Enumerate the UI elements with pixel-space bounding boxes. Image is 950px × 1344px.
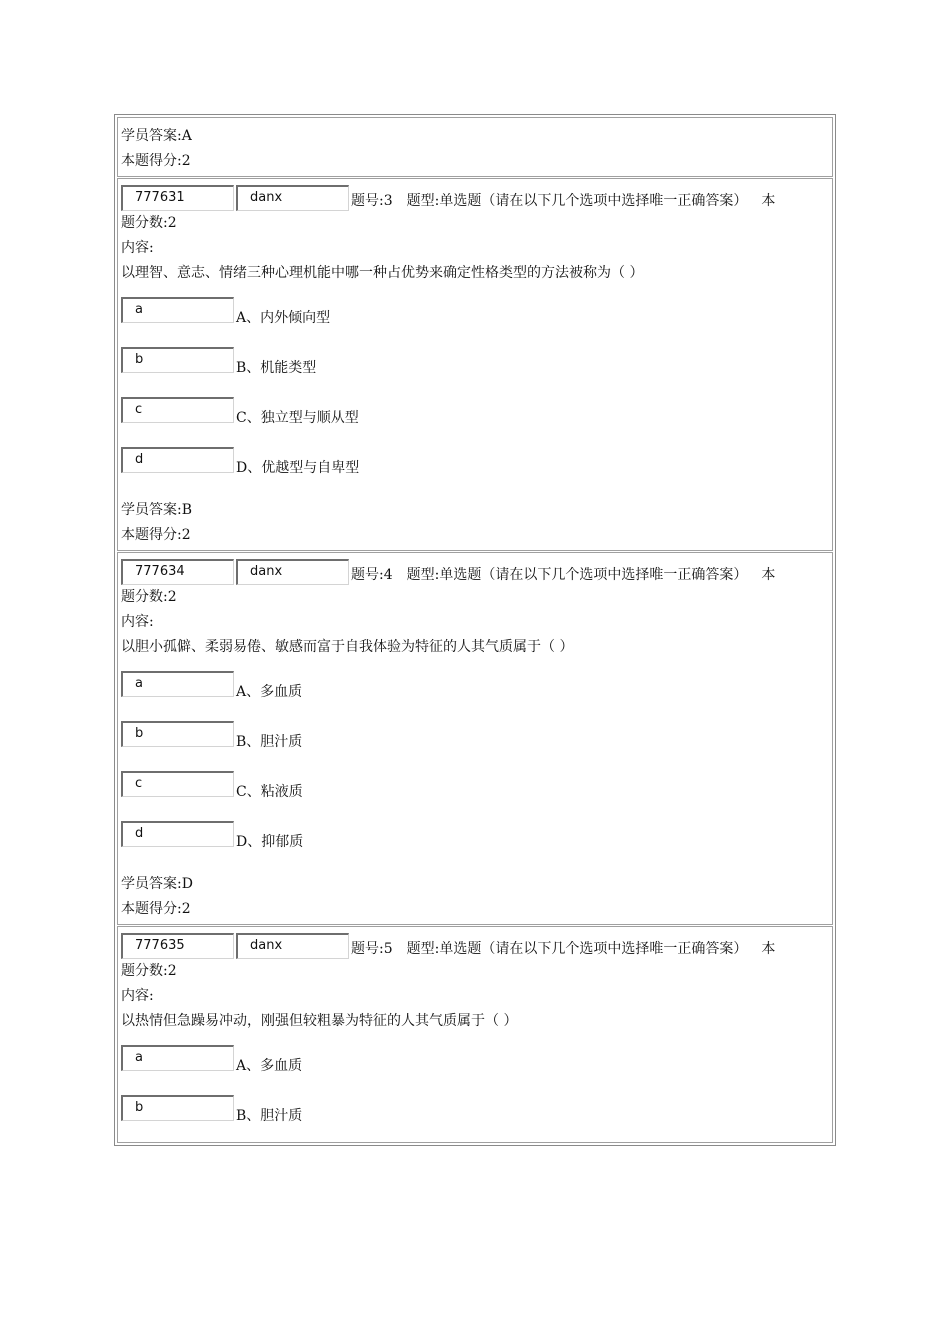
- content-label: 内容:: [121, 988, 154, 1004]
- option-d-box[interactable]: d: [121, 821, 234, 847]
- question-header: [121, 933, 828, 959]
- option-row-c: [121, 766, 828, 810]
- score-line: 本题得分:2: [121, 527, 191, 543]
- option-row-d: [121, 816, 828, 860]
- option-a-box[interactable]: a: [121, 1045, 234, 1071]
- question-meta: 题号:5 题型:单选题（请在以下几个选项中选择唯一正确答案） 本: [351, 941, 776, 957]
- student-answer-line: 学员答案:A: [121, 128, 192, 144]
- option-b-box[interactable]: b: [121, 1095, 234, 1121]
- option-c-label: C、独立型与顺从型: [236, 409, 359, 426]
- option-a-box[interactable]: a: [121, 671, 234, 697]
- option-a-label: A、多血质: [236, 683, 303, 700]
- option-d-label: D、抑郁质: [236, 833, 304, 850]
- option-row-a: [121, 666, 828, 710]
- question-number: 5: [383, 941, 393, 957]
- question-4-block: [117, 552, 833, 925]
- option-b-box[interactable]: b: [121, 721, 234, 747]
- score-line: 本题得分:2: [121, 901, 191, 917]
- score-value: 2: [181, 527, 191, 543]
- option-c-label: C、粘液质: [236, 783, 303, 800]
- score-value: 2: [181, 901, 191, 917]
- option-row-b: [121, 1090, 828, 1134]
- question-id-field[interactable]: 777635: [121, 933, 234, 959]
- score-value: 2: [181, 153, 191, 169]
- content-label: 内容:: [121, 614, 154, 630]
- option-row-b: [121, 342, 828, 386]
- question-5-block: [117, 926, 833, 1143]
- option-a-box[interactable]: a: [121, 297, 234, 323]
- question-meta: 题号:3 题型:单选题（请在以下几个选项中选择唯一正确答案） 本: [351, 193, 776, 209]
- question-2-result: [117, 117, 833, 177]
- question-points: 2: [167, 215, 177, 231]
- option-row-a: [121, 1040, 828, 1084]
- question-type: 单选题（请在以下几个选项中选择唯一正确答案）: [439, 567, 748, 583]
- option-b-box[interactable]: b: [121, 347, 234, 373]
- option-a-label: A、多血质: [236, 1057, 303, 1074]
- question-points-line: 题分数:2: [121, 963, 177, 979]
- question-points-line: 题分数:2: [121, 215, 177, 231]
- option-row-b: [121, 716, 828, 760]
- student-answer-value: A: [181, 128, 192, 144]
- question-header: [121, 185, 828, 211]
- option-row-d: [121, 442, 828, 486]
- option-c-box[interactable]: c: [121, 397, 234, 423]
- student-answer-line: 学员答案:B: [121, 502, 193, 518]
- question-code-field[interactable]: danx: [236, 559, 349, 585]
- question-header: [121, 559, 828, 585]
- student-answer-value: D: [181, 876, 193, 892]
- question-number: 3: [383, 193, 393, 209]
- question-type: 单选题（请在以下几个选项中选择唯一正确答案）: [439, 941, 748, 957]
- option-c-box[interactable]: c: [121, 771, 234, 797]
- option-b-label: B、机能类型: [236, 359, 317, 376]
- exam-results-table: [114, 114, 836, 1146]
- question-meta: 题号:4 题型:单选题（请在以下几个选项中选择唯一正确答案） 本: [351, 567, 776, 583]
- question-text: 以热情但急躁易冲动，刚强但较粗暴为特征的人其气质属于（ ）: [121, 1013, 518, 1029]
- score-line: 本题得分:2: [121, 153, 191, 169]
- question-3-block: [117, 178, 833, 551]
- question-type: 单选题（请在以下几个选项中选择唯一正确答案）: [439, 193, 748, 209]
- option-a-label: A、内外倾向型: [236, 309, 331, 326]
- option-row-c: [121, 392, 828, 436]
- question-text: 以胆小孤僻、柔弱易倦、敏感而富于自我体验为特征的人其气质属于（ ）: [121, 639, 574, 655]
- question-code-field[interactable]: danx: [236, 933, 349, 959]
- option-row-a: [121, 292, 828, 336]
- question-number: 4: [383, 567, 393, 583]
- student-answer-line: 学员答案:D: [121, 876, 193, 892]
- option-d-box[interactable]: d: [121, 447, 234, 473]
- option-b-label: B、胆汁质: [236, 733, 303, 750]
- option-d-label: D、优越型与自卑型: [236, 459, 360, 476]
- question-id-field[interactable]: 777631: [121, 185, 234, 211]
- question-points: 2: [167, 963, 177, 979]
- question-text: 以理智、意志、情绪三种心理机能中哪一种占优势来确定性格类型的方法被称为（ ）: [121, 265, 644, 281]
- question-code-field[interactable]: danx: [236, 185, 349, 211]
- option-b-label: B、胆汁质: [236, 1107, 303, 1124]
- student-answer-value: B: [181, 502, 193, 518]
- question-points: 2: [167, 589, 177, 605]
- content-label: 内容:: [121, 240, 154, 256]
- question-points-line: 题分数:2: [121, 589, 177, 605]
- question-id-field[interactable]: 777634: [121, 559, 234, 585]
